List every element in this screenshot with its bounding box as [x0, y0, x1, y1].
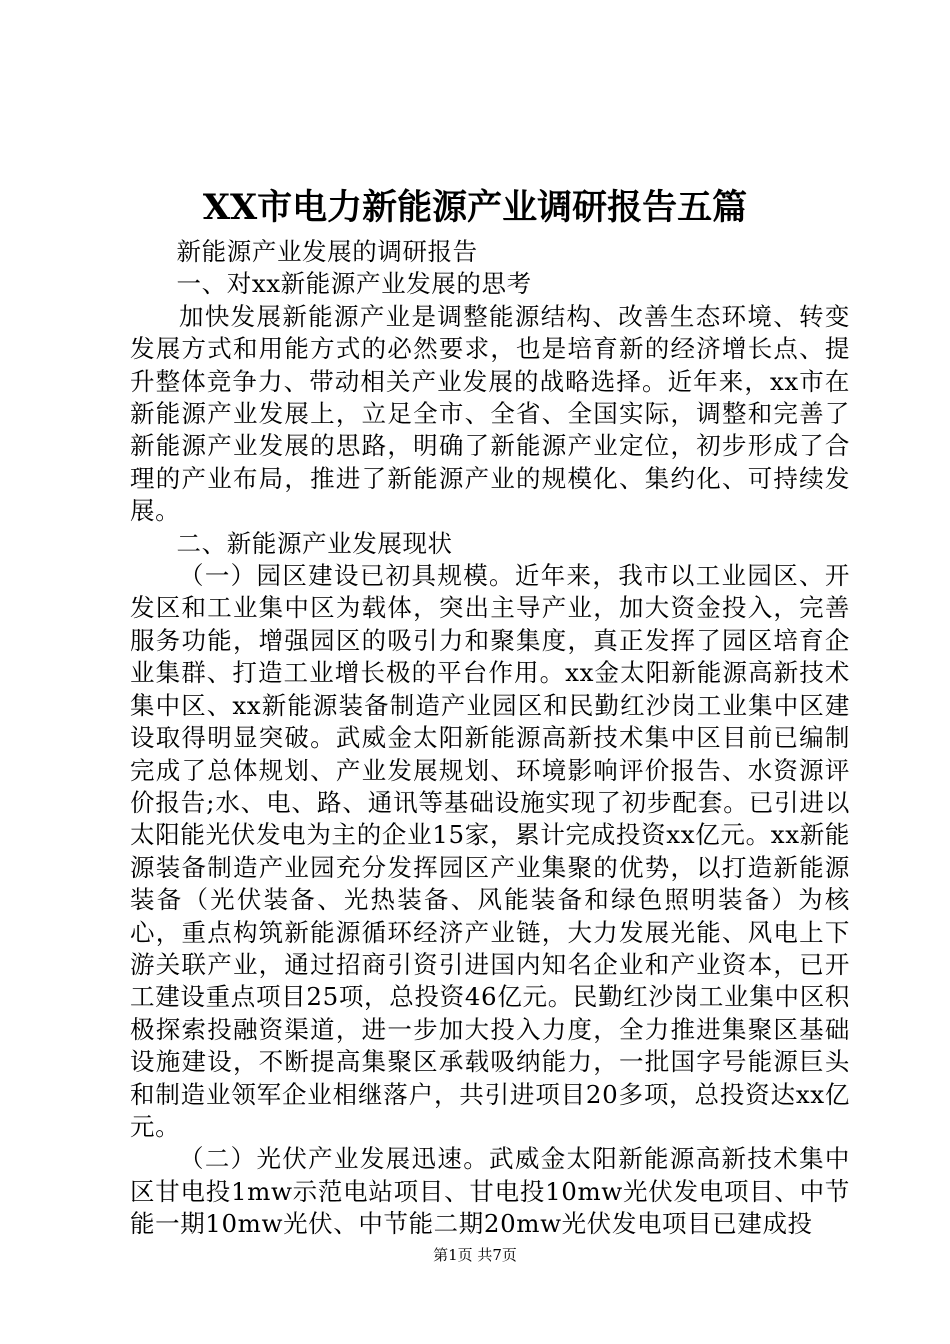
section-heading-2: 二、新能源产业发展现状 [176, 528, 453, 558]
body-paragraph-1: 加快发展新能源产业是调整能源结构、改善生态环境、转变发展方式和用能方式的必然要求，也是培育新的经济增长点、提升整体竞争力、带动相关产业发展的战略选择。近年来，xx市在新能源产业发展上，立足全市、全省、全国实际，调整和完善了新能源产业发展的思路，明确了新能源产业定位，初步形成了合理的产业布局，推进了新能源产业的规模化、集约化、可持续发展。 [130, 301, 850, 526]
page-number-footer: 第1页 共7页 [433, 1246, 517, 1264]
body-paragraph-2: （一）园区建设已初具规模。近年来，我市以工业园区、开发区和工业集中区为载体，突出主导产业，加大资金投入，完善服务功能，增强园区的吸引力和聚集度，真正发挥了园区培育企业集群、打造工业增长极的平台作用。xx金太阳新能源高新技术集中区、xx新能源装备制造产业园区和民勤红沙岗工业集中区建设取得明显突破。武威金太阳新能源高新技术集中区目前已编制完成了总体规划、产业发展规划、环境影响评价报告、水资源评价报告;水、电、路、通讯等基础设施实现了初步配套。已引进以太阳能光伏发电为主的企业15家，累计完成投资xx亿元。xx新能源装备制造产业园充分发挥园区产业集聚的优势，以打造新能源装备（光伏装备、光热装备、风能装备和绿色照明装备）为核心，重点构筑新能源循环经济产业链，大力发展光能、风电上下游关联产业，通过招商引资引进国内知名企业和产业资本，已开工建设重点项目25项，总投资46亿元。民勤红沙岗工业集中区积极探索投融资渠道，进一步加大投入力度，全力推进集聚区基础设施建设，不断提高集聚区承载吸纳能力，一批国字号能源巨头和制造业领军企业相继落户，共引进项目20多项，总投资达xx亿元。 [130, 561, 850, 1141]
document-title: XX市电力新能源产业调研报告五篇 [202, 187, 748, 228]
body-paragraph-3: （二）光伏产业发展迅速。武威金太阳新能源高新技术集中区甘电投1mw示范电站项目、甘电投10mw光伏发电项目、中节能一期10mw光伏、中节能二期20mw光伏发电项目已建成投 [130, 1144, 850, 1239]
report-subtitle: 新能源产业发展的调研报告 [176, 237, 478, 266]
section-heading-1: 一、对xx新能源产业发展的思考 [176, 269, 532, 299]
document-body [130, 236, 850, 1241]
